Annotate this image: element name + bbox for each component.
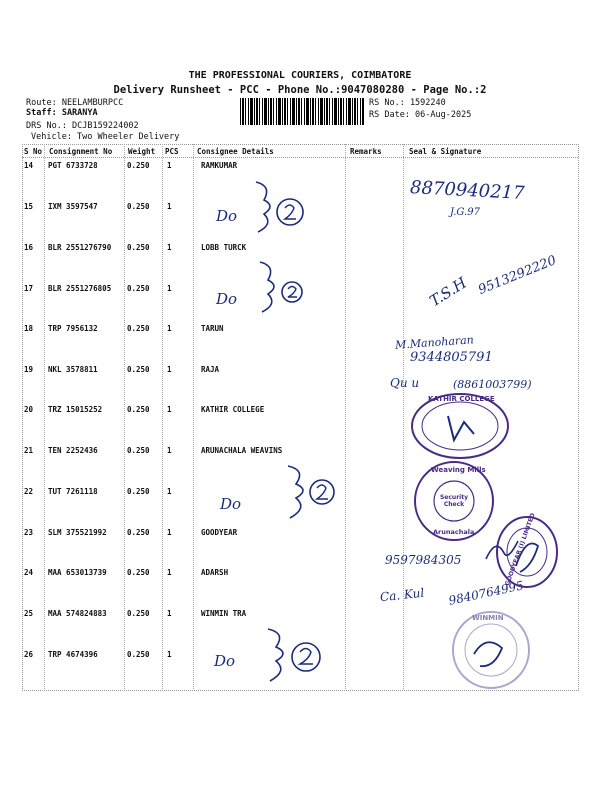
vehicle-label: Vehicle: Two Wheeler Delivery [31,132,180,142]
row-consignee: ADARSH [201,568,229,577]
ink-signature-scribble [482,535,522,565]
row-sno: 22 [24,487,34,496]
ditto-brace-mark [262,625,332,685]
col-header-weight: Weight [128,147,156,156]
handwritten-phone: 9840764995 [447,578,525,608]
rs-number: RS No.: 1592240 [369,98,446,108]
row-sno: 25 [24,609,34,618]
handwritten-phone: 9513292220 [476,253,559,298]
row-sno: 23 [24,528,34,537]
row-consignment: PGT 6733728 [48,161,98,170]
row-sno: 14 [24,161,34,170]
row-weight: 0.250 [127,324,150,333]
row-weight: 0.250 [127,446,150,455]
handwritten-phone: (8861003799) [453,378,532,391]
row-consignment: MAA 574824883 [48,609,107,618]
row-sno: 16 [24,243,34,252]
row-sno: 17 [24,284,34,293]
row-consignee: GOODYEAR [201,528,238,537]
row-weight: 0.250 [127,609,150,618]
handwritten-signature: Qu u [390,376,420,390]
stamp-weaving-mills [413,460,495,542]
row-consignment: BLR 2551276805 [48,284,112,293]
col-header-remarks: Remarks [350,147,382,156]
stamp-text: GOODYEAR (I) LIMITED [503,512,537,587]
company-title: THE PROFESSIONAL COURIERS, COIMBATORE [188,70,412,81]
row-consignment: MAA 653013739 [48,568,107,577]
row-weight: 0.250 [127,568,150,577]
row-weight: 0.250 [127,487,150,496]
col-header-consignment: Consignment No [49,147,113,156]
row-consignment: BLR 2551276790 [48,243,112,252]
row-weight: 0.250 [127,365,150,374]
rs-date: RS Date: 06-Aug-2025 [369,110,472,120]
col-divider [345,144,346,689]
drs-number: DRS No.: DCJB159224002 [26,121,139,131]
staff-label: Staff: SARANYA [26,108,98,118]
row-sno: 19 [24,365,34,374]
row-sno: 15 [24,202,34,211]
table-header-divider [22,157,578,158]
runsheet-title: Delivery Runsheet - PCC - Phone No.:9047080280 - Page No.:2 [113,84,487,96]
col-header-seal: Seal & Signature [409,147,482,156]
row-consignment: TUT 7261118 [48,487,98,496]
row-pcs: 1 [167,324,172,333]
row-consignment: TEN 2252436 [48,446,98,455]
row-consignee: KATHIR COLLEGE [201,405,265,414]
stamp-winmin [450,610,532,690]
row-pcs: 1 [167,243,172,252]
row-pcs: 1 [167,202,172,211]
handwritten-do: Do [216,290,238,308]
row-consignment: SLM 375521992 [48,528,107,537]
row-consignee: WINMIN TRA [201,609,247,618]
col-divider [44,144,45,689]
ditto-brace-mark [282,462,342,522]
handwritten-phone: 9344805791 [410,350,493,365]
row-pcs: 1 [167,568,172,577]
handwritten-do: Do [220,495,242,513]
col-divider [124,144,125,689]
row-weight: 0.250 [127,405,150,414]
row-sno: 26 [24,650,34,659]
row-pcs: 1 [167,446,172,455]
handwritten-phone: 9597984305 [385,553,462,567]
row-consignment: TRZ 15015252 [48,405,103,414]
col-divider [162,144,163,689]
row-consignment: TRP 7956132 [48,324,98,333]
stamp-text: Weaving Mills [431,466,486,474]
row-consignee: RAJA [201,365,220,374]
row-consignee: RAMKUMAR [201,161,238,170]
row-weight: 0.250 [127,161,150,170]
row-pcs: 1 [167,487,172,496]
stamp-text: KATHIR COLLEGE [428,395,495,403]
row-consignee: TARUN [201,324,224,333]
row-pcs: 1 [167,528,172,537]
ditto-brace-mark [254,258,314,318]
stamp-text: Arunachala [433,528,475,536]
handwritten-do: Do [216,207,238,225]
row-pcs: 1 [167,365,172,374]
col-divider [193,144,194,689]
row-pcs: 1 [167,161,172,170]
col-header-sno: S No [24,147,43,156]
handwritten-signature: J.G.97 [450,207,480,218]
row-consignee: ARUNACHALA WEAVINS [201,446,283,455]
row-pcs: 1 [167,609,172,618]
row-pcs: 1 [167,284,172,293]
col-header-pcs: PCS [165,147,179,156]
handwritten-name: M.Manoharan [394,333,475,352]
stamp-kathir-college [410,392,510,460]
handwritten-phone: 8870940217 [409,177,526,204]
stamp-text: WINMIN [472,614,504,622]
row-consignment: IXM 3597547 [48,202,98,211]
route-label: Route: NEELAMBURPCC [26,98,124,108]
handwritten-do: Do [214,652,236,670]
row-sno: 18 [24,324,34,333]
col-header-consignee: Consignee Details [197,147,274,156]
handwritten-signature: Ca. Kul [379,585,425,605]
row-consignment: NKL 3578811 [48,365,98,374]
row-weight: 0.250 [127,650,150,659]
row-weight: 0.250 [127,284,150,293]
row-sno: 24 [24,568,34,577]
row-consignment: TRP 4674396 [48,650,98,659]
barcode [240,98,364,125]
row-sno: 21 [24,446,34,455]
row-pcs: 1 [167,650,172,659]
col-divider [403,144,404,689]
row-weight: 0.250 [127,243,150,252]
row-weight: 0.250 [127,528,150,537]
stamp-text: Security Check [439,494,468,508]
row-consignee: LOBB TURCK [201,243,247,252]
ditto-brace-mark [250,178,310,238]
row-pcs: 1 [167,405,172,414]
row-weight: 0.250 [127,202,150,211]
handwritten-signature: T.S.H [426,273,470,311]
row-sno: 20 [24,405,34,414]
